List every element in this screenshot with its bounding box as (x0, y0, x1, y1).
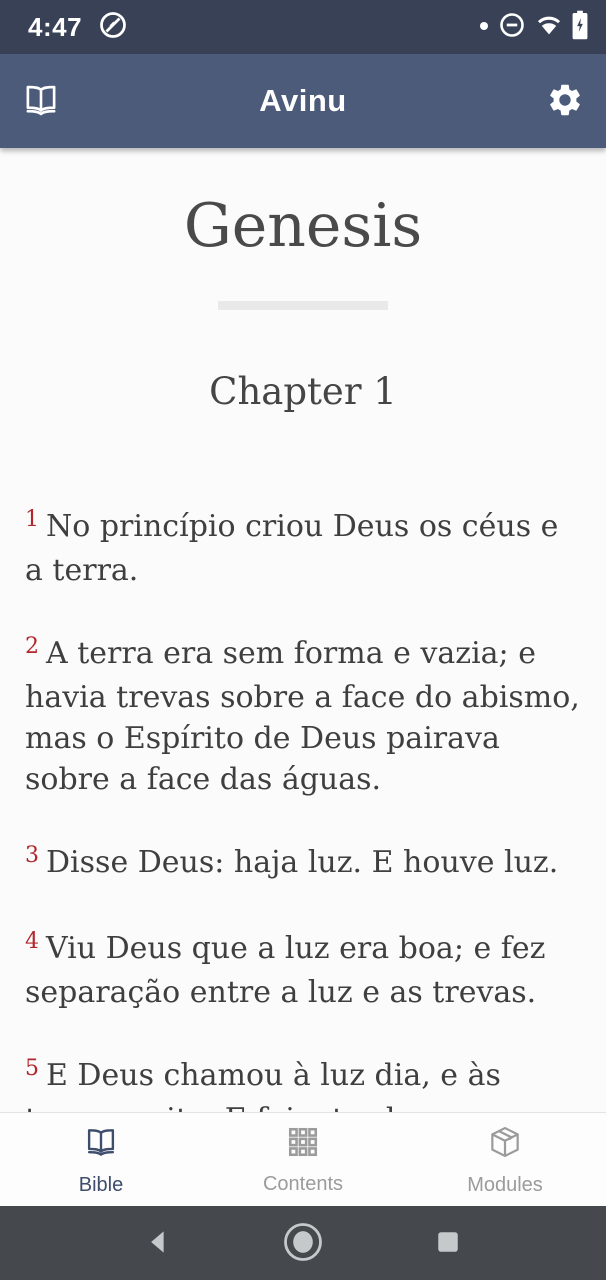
verse-number: 5 (25, 1056, 39, 1082)
notification-dot-icon (479, 18, 489, 36)
verse-3[interactable] (25, 842, 581, 886)
back-triangle-icon (143, 1227, 173, 1260)
verse-number: 3 (25, 843, 39, 869)
recents-button[interactable] (420, 1215, 476, 1271)
recents-square-icon (435, 1229, 461, 1258)
android-release-icon (98, 10, 128, 45)
back-button[interactable] (130, 1215, 186, 1271)
grid-icon (285, 1124, 321, 1166)
verse-number: 1 (25, 507, 39, 533)
verse-text: No princípio criou Deus os céus e a terra. (25, 509, 559, 589)
open-book-icon (20, 79, 62, 124)
verse-list (0, 506, 606, 1181)
clock: 4:47 (28, 11, 83, 42)
tab-label: Bible (78, 1173, 124, 1196)
wifi-icon (535, 11, 563, 44)
do-not-disturb-icon (498, 11, 526, 44)
book-title: Genesis (183, 191, 423, 261)
page-title: Avinu (259, 83, 347, 118)
verse-number: 2 (25, 634, 39, 660)
open-book-icon (82, 1123, 120, 1167)
tab-modules[interactable] (404, 1123, 606, 1197)
home-button[interactable] (275, 1215, 331, 1271)
verse-1[interactable] (25, 506, 581, 591)
battery-charging-icon (572, 10, 588, 45)
verse-text: Viu Deus que a luz era boa; e fez separação entre a luz e as trevas. (25, 931, 546, 1011)
verse-text: A terra era sem forma e vazia; e havia trevas sobre a face do abismo, mas o Espírito de Deus pairava sobre a face das águas. (25, 636, 580, 798)
tab-bible[interactable] (0, 1123, 202, 1197)
verse-text: Disse Deus: haja luz. E houve luz. (46, 845, 559, 881)
verse-number: 4 (25, 929, 39, 955)
android-navigation-bar (0, 1206, 606, 1280)
settings-button[interactable] (542, 78, 588, 124)
status-bar (0, 0, 606, 54)
verse-2[interactable] (25, 633, 581, 800)
verse-text: E Deus chamou à luz dia, e às (46, 1058, 501, 1094)
tab-contents[interactable] (202, 1124, 404, 1196)
package-box-icon (486, 1123, 524, 1167)
settings-gear-icon (546, 81, 584, 122)
tab-label: Contents (262, 1172, 344, 1195)
verse-4[interactable] (25, 928, 581, 1013)
title-divider (218, 301, 388, 310)
tab-label: Modules (467, 1173, 543, 1196)
bottom-navigation (0, 1112, 606, 1206)
home-circle-icon (282, 1221, 324, 1266)
chapter-title: Chapter 1 (209, 370, 397, 413)
app-bar (0, 54, 606, 148)
bible-navigation-button[interactable] (18, 78, 64, 124)
scripture-content[interactable] (0, 148, 606, 1112)
